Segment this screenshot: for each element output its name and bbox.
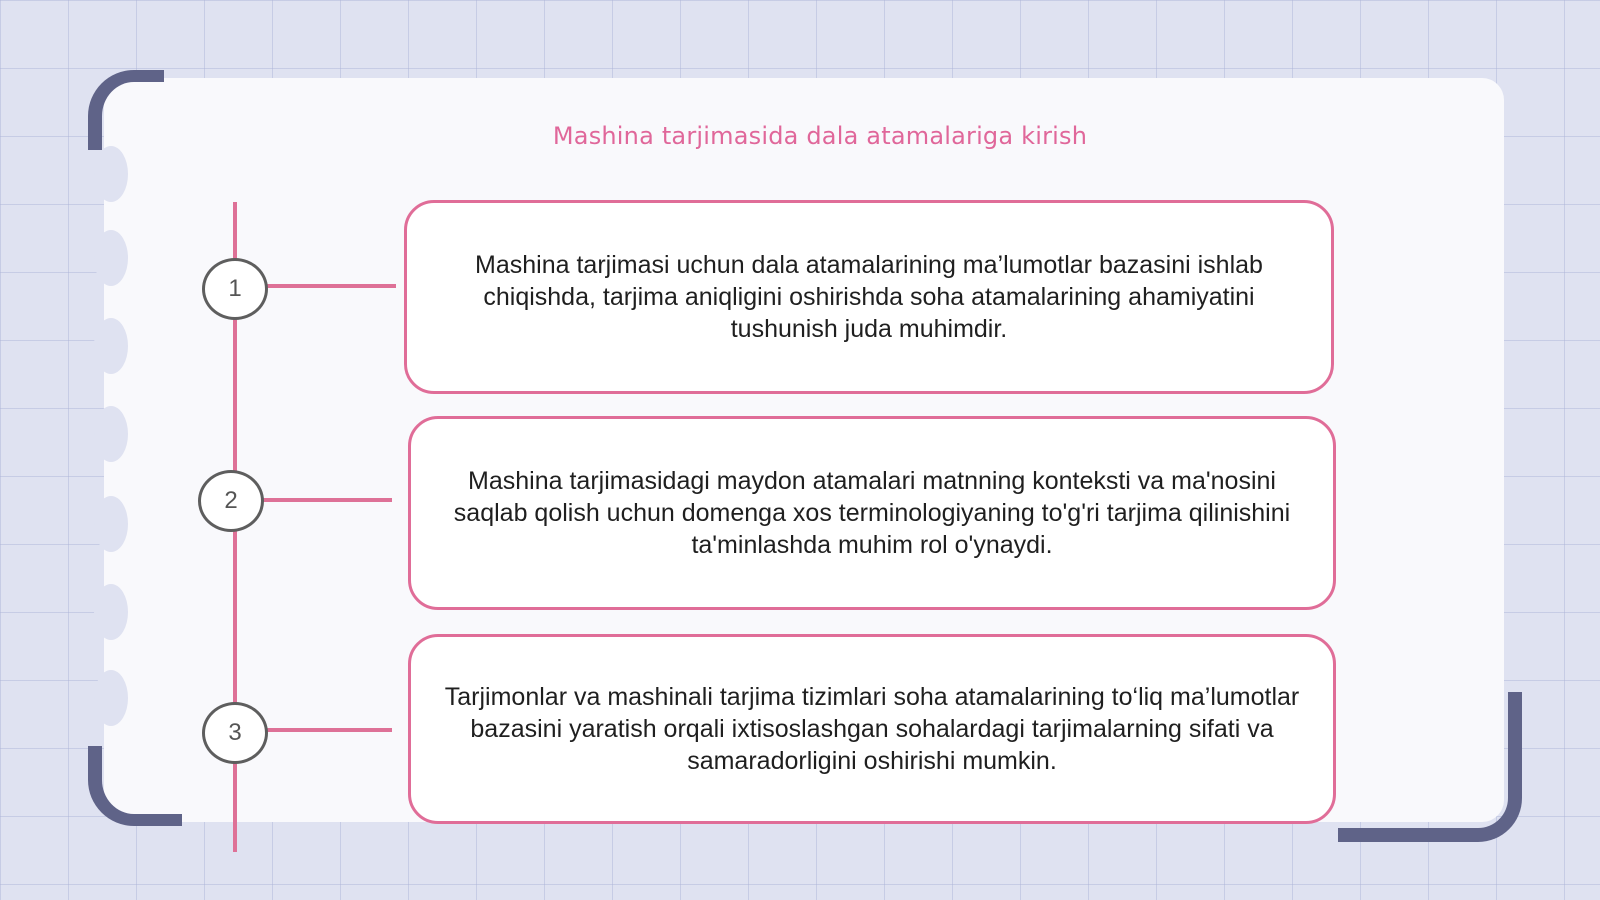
timeline-connector [266, 728, 392, 732]
step-number-badge: 2 [198, 470, 264, 532]
paper-scallop [94, 406, 128, 462]
slide-title: Mashina tarjimasida dala atamalariga kirish [552, 122, 1088, 150]
step-card-text: Tarjimonlar va mashinali tarjima tizimlari soha atamalarining to‘liq ma’lumotlar bazasini yaratish orqali ixtisoslashgan sohalardagi tarjimalarning sifati va samaradorligini oshirishi mumkin. [444, 683, 1300, 775]
step-card-text: Mashina tarjimasi uchun dala atamalarining ma’lumotlar bazasini ishlab chiqishda, tarjima aniqligini oshirishda soha atamalarining ahamiyatini tushunish juda muhimdir. [475, 251, 1263, 343]
step-card-text: Mashina tarjimasidagi maydon atamalari matnning konteksti va ma'nosini saqlab qolish uchun domenga xos terminologiyaning to'g'ri tarjima qilinishini ta'minlashda muhim rol o'ynaydi. [453, 467, 1291, 559]
timeline-connector [266, 284, 396, 288]
step-card [408, 634, 1336, 824]
corner-bracket-bottom-left [88, 746, 182, 826]
paper-scallop [94, 584, 128, 640]
step-number-badge: 3 [202, 702, 268, 764]
paper-scallop [94, 146, 128, 202]
step-card [404, 200, 1334, 394]
paper-scallop [94, 230, 128, 286]
paper-scallop [94, 496, 128, 552]
step-card [408, 416, 1336, 610]
timeline-connector [262, 498, 392, 502]
paper-scallop [94, 670, 128, 726]
corner-bracket-bottom-right [1338, 692, 1522, 842]
paper-scallop [94, 318, 128, 374]
step-number-badge: 1 [202, 258, 268, 320]
